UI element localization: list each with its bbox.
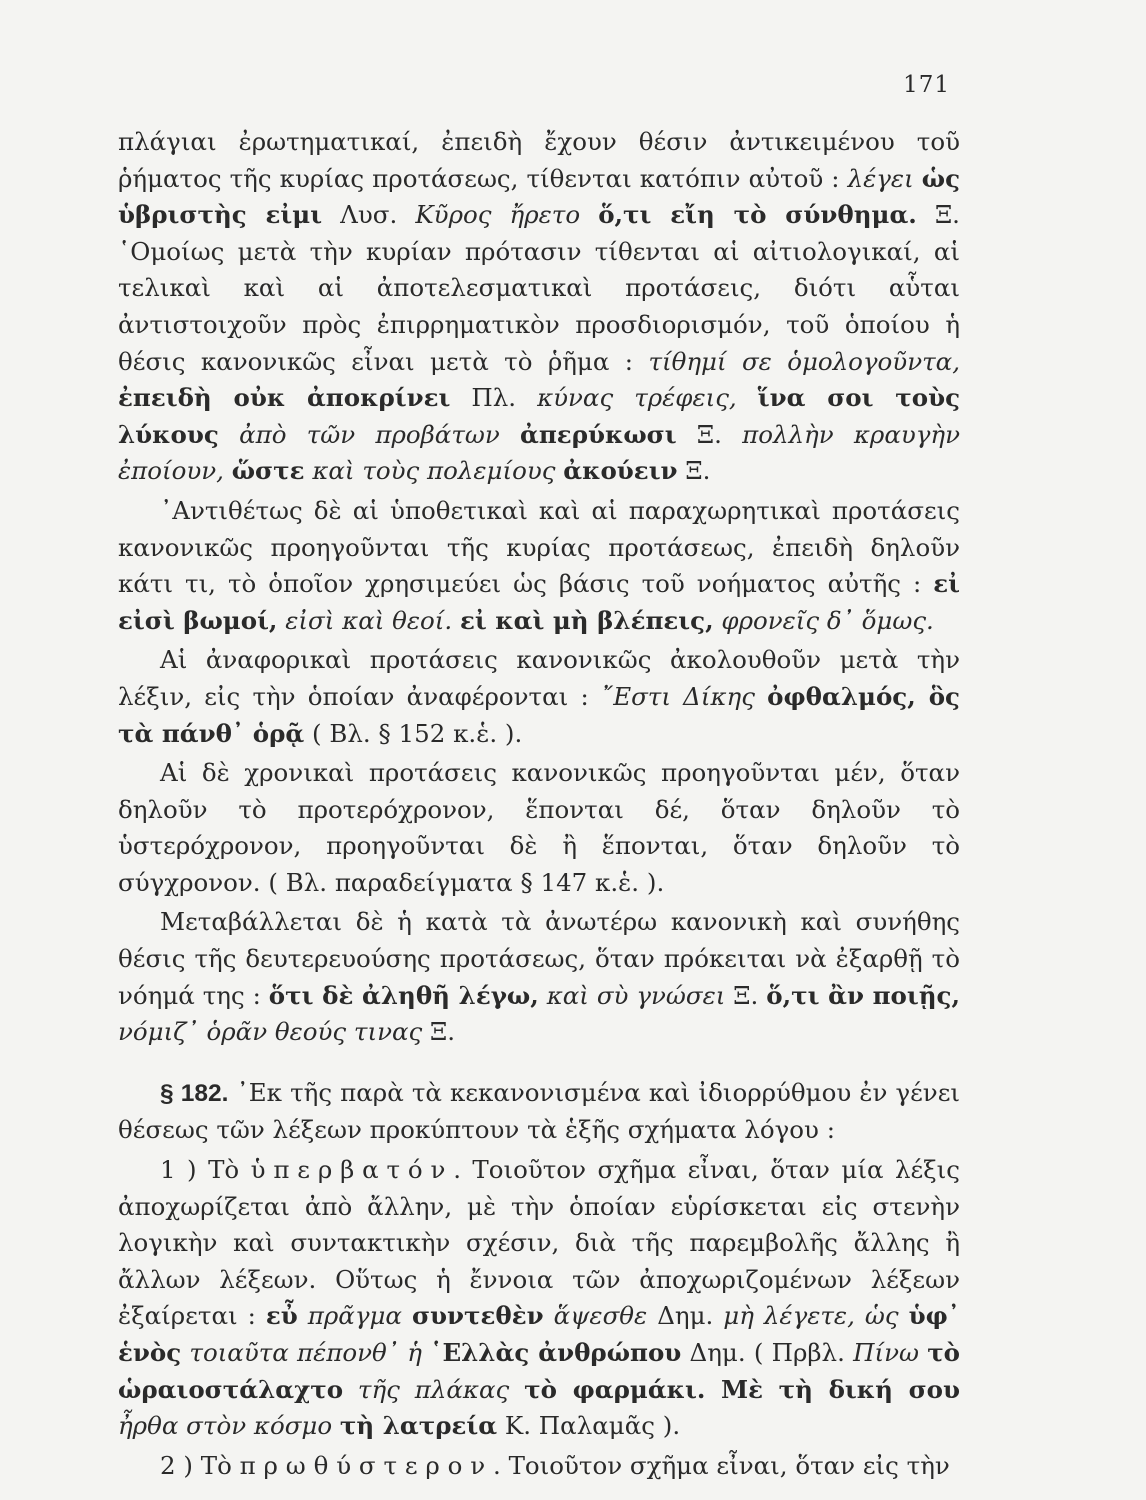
figure-hysteron-proteron: 2 ) Τὸ πρωθύστερον. Τοιοῦτον σχῆμα εἶναι, ὅταν εἰς τὴν	[160, 1450, 950, 1480]
paragraph-4: Αἱ δὲ χρονικαὶ προτάσεις κανονικῶς προηγοῦνται μέν, ὅταν δηλοῦν τὸ προτερόχρονον, ἕπονται δέ, ὅταν δηλοῦν τὸ ὑστερόχρονον, προηγοῦνται δὲ ἢ ἕπονται, ὅταν δηλοῦν τὸ σύγχρονον. ( Βλ. παραδείγματα § 147 κ.ἑ. ).	[118, 758, 960, 897]
paragraph-3: Αἱ ἀναφορικαὶ προτάσεις κανονικῶς ἀκολουθοῦν μετὰ τὴν λέξιν, εἰς τὴν ὁποίαν ἀναφέρονται : ῎Εστι Δίκης ὀφθαλμός, ὃς τὰ πάνθ᾽ ὁρᾷ ( Βλ. § 152 κ.ἑ. ).	[118, 645, 960, 748]
figure-hyperbaton: 1 ) Τὸ ὑπερβατόν. Τοιοῦτον σχῆμα εἶναι, ὅταν μία λέξις ἀποχωρίζεται ἀπὸ ἄλλην, μὲ τὴν ὁποίαν εὑρίσκεται εἰς στενὴν λογικὴν καὶ συντακτικὴν σχέσιν, διὰ τῆς παρεμβολῆς ἄλλης ἢ ἄλλων λέξεων. Οὕτως ἡ ἔννοια τῶν ἀποχωριζομένων λέξεων ἐξαίρεται : εὖ πρᾶγμα συντεθὲν ἅψεσθε Δημ. μὴ λέγετε, ὡς ὑφ᾽ ἑνὸς τοιαῦτα πέπονθ᾽ ἡ ῾Ελλὰς ἀνθρώπου Δημ. ( Πρβλ. Πίνω τὸ ὡραιοστάλαχτο τῆς πλάκας τὸ φαρμάκι. Μὲ τὴ δική σου ἦρθα στὸν κόσμο τὴ λατρεία Κ. Παλαμᾶς ).	[118, 1155, 961, 1441]
term-hyperbaton: ὑπερβατόν	[250, 1155, 454, 1185]
body-text	[118, 124, 960, 1484]
page-number: 171	[903, 72, 950, 98]
term-hysteron-proteron: πρωθύστερον	[239, 1450, 493, 1480]
section-182: § 182. ᾽Εκ τῆς παρὰ τὰ κεκανονισμένα καὶ ἰδιορρύθμου ἐν γένει θέσεως τῶν λέξεων προκύπτουν τὰ ἑξῆς σχήματα λόγου :	[118, 1077, 960, 1145]
section-number: § 182.	[160, 1079, 229, 1107]
paragraph-2: ᾽Αντιθέτως δὲ αἱ ὑποθετικαὶ καὶ αἱ παραχωρητικαὶ προτάσεις κανονικῶς προηγοῦνται τῆς κυρίας προτάσεως, ἐπειδὴ δηλοῦν κάτι τι, τὸ ὁποῖον χρησιμεύει ὡς βάσις τοῦ νοήματος αὐτῆς : εἰ εἰσὶ βωμοί, εἰσὶ καὶ θεοί. εἰ καὶ μὴ βλέπεις, φρονεῖς δ᾽ ὅμως.	[118, 495, 960, 635]
paragraph-5: Μεταβάλλεται δὲ ἡ κατὰ τὰ ἀνωτέρω κανονικὴ καὶ συνήθης θέσις τῆς δευτερευούσης προτάσεως, ὅταν πρόκειται νὰ ἐξαρθῇ τὸ νόημά της : ὅτι δὲ ἀληθῆ λέγω, καὶ σὺ γνώσει Ξ. ὅ,τι ἂν ποιῇς, νόμιζ᾽ ὁρᾶν θεούς τινας Ξ.	[118, 907, 961, 1047]
paragraph-1: πλάγιαι ἐρωτηματικαί, ἐπειδὴ ἔχουν θέσιν ἀντικειμένου τοῦ ῥήματος τῆς κυρίας προτάσεως, τίθενται κατόπιν αὐτοῦ : λέγει ὡς ὑβριστὴς εἰμι Λυσ. Κῦρος ἤρετο ὅ,τι εἴη τὸ σύνθημα. Ξ. ῾Ομοίως μετὰ τὴν κυρίαν πρότασιν τίθενται αἱ αἰτιολογικαί, αἱ τελικαὶ καὶ αἱ ἀποτελεσματικαὶ προτάσεις, διότι αὗται ἀντιστοιχοῦν πρὸς ἐπιρρηματικὸν προσδιορισμόν, τοῦ ὁποίου ἡ θέσις κανονικῶς εἶναι μετὰ τὸ ῥῆμα : τίθημί σε ὁμολογοῦντα, ἐπειδὴ οὐκ ἀποκρίνει Πλ. κύνας τρέφεις, ἵνα σοι τοὺς λύκους ἀπὸ τῶν προβάτων ἀπερύκωσι Ξ. πολλὴν κραυγὴν ἐποίουν, ὥστε καὶ τοὺς πολεμίους ἀκούειν Ξ.	[118, 127, 960, 486]
